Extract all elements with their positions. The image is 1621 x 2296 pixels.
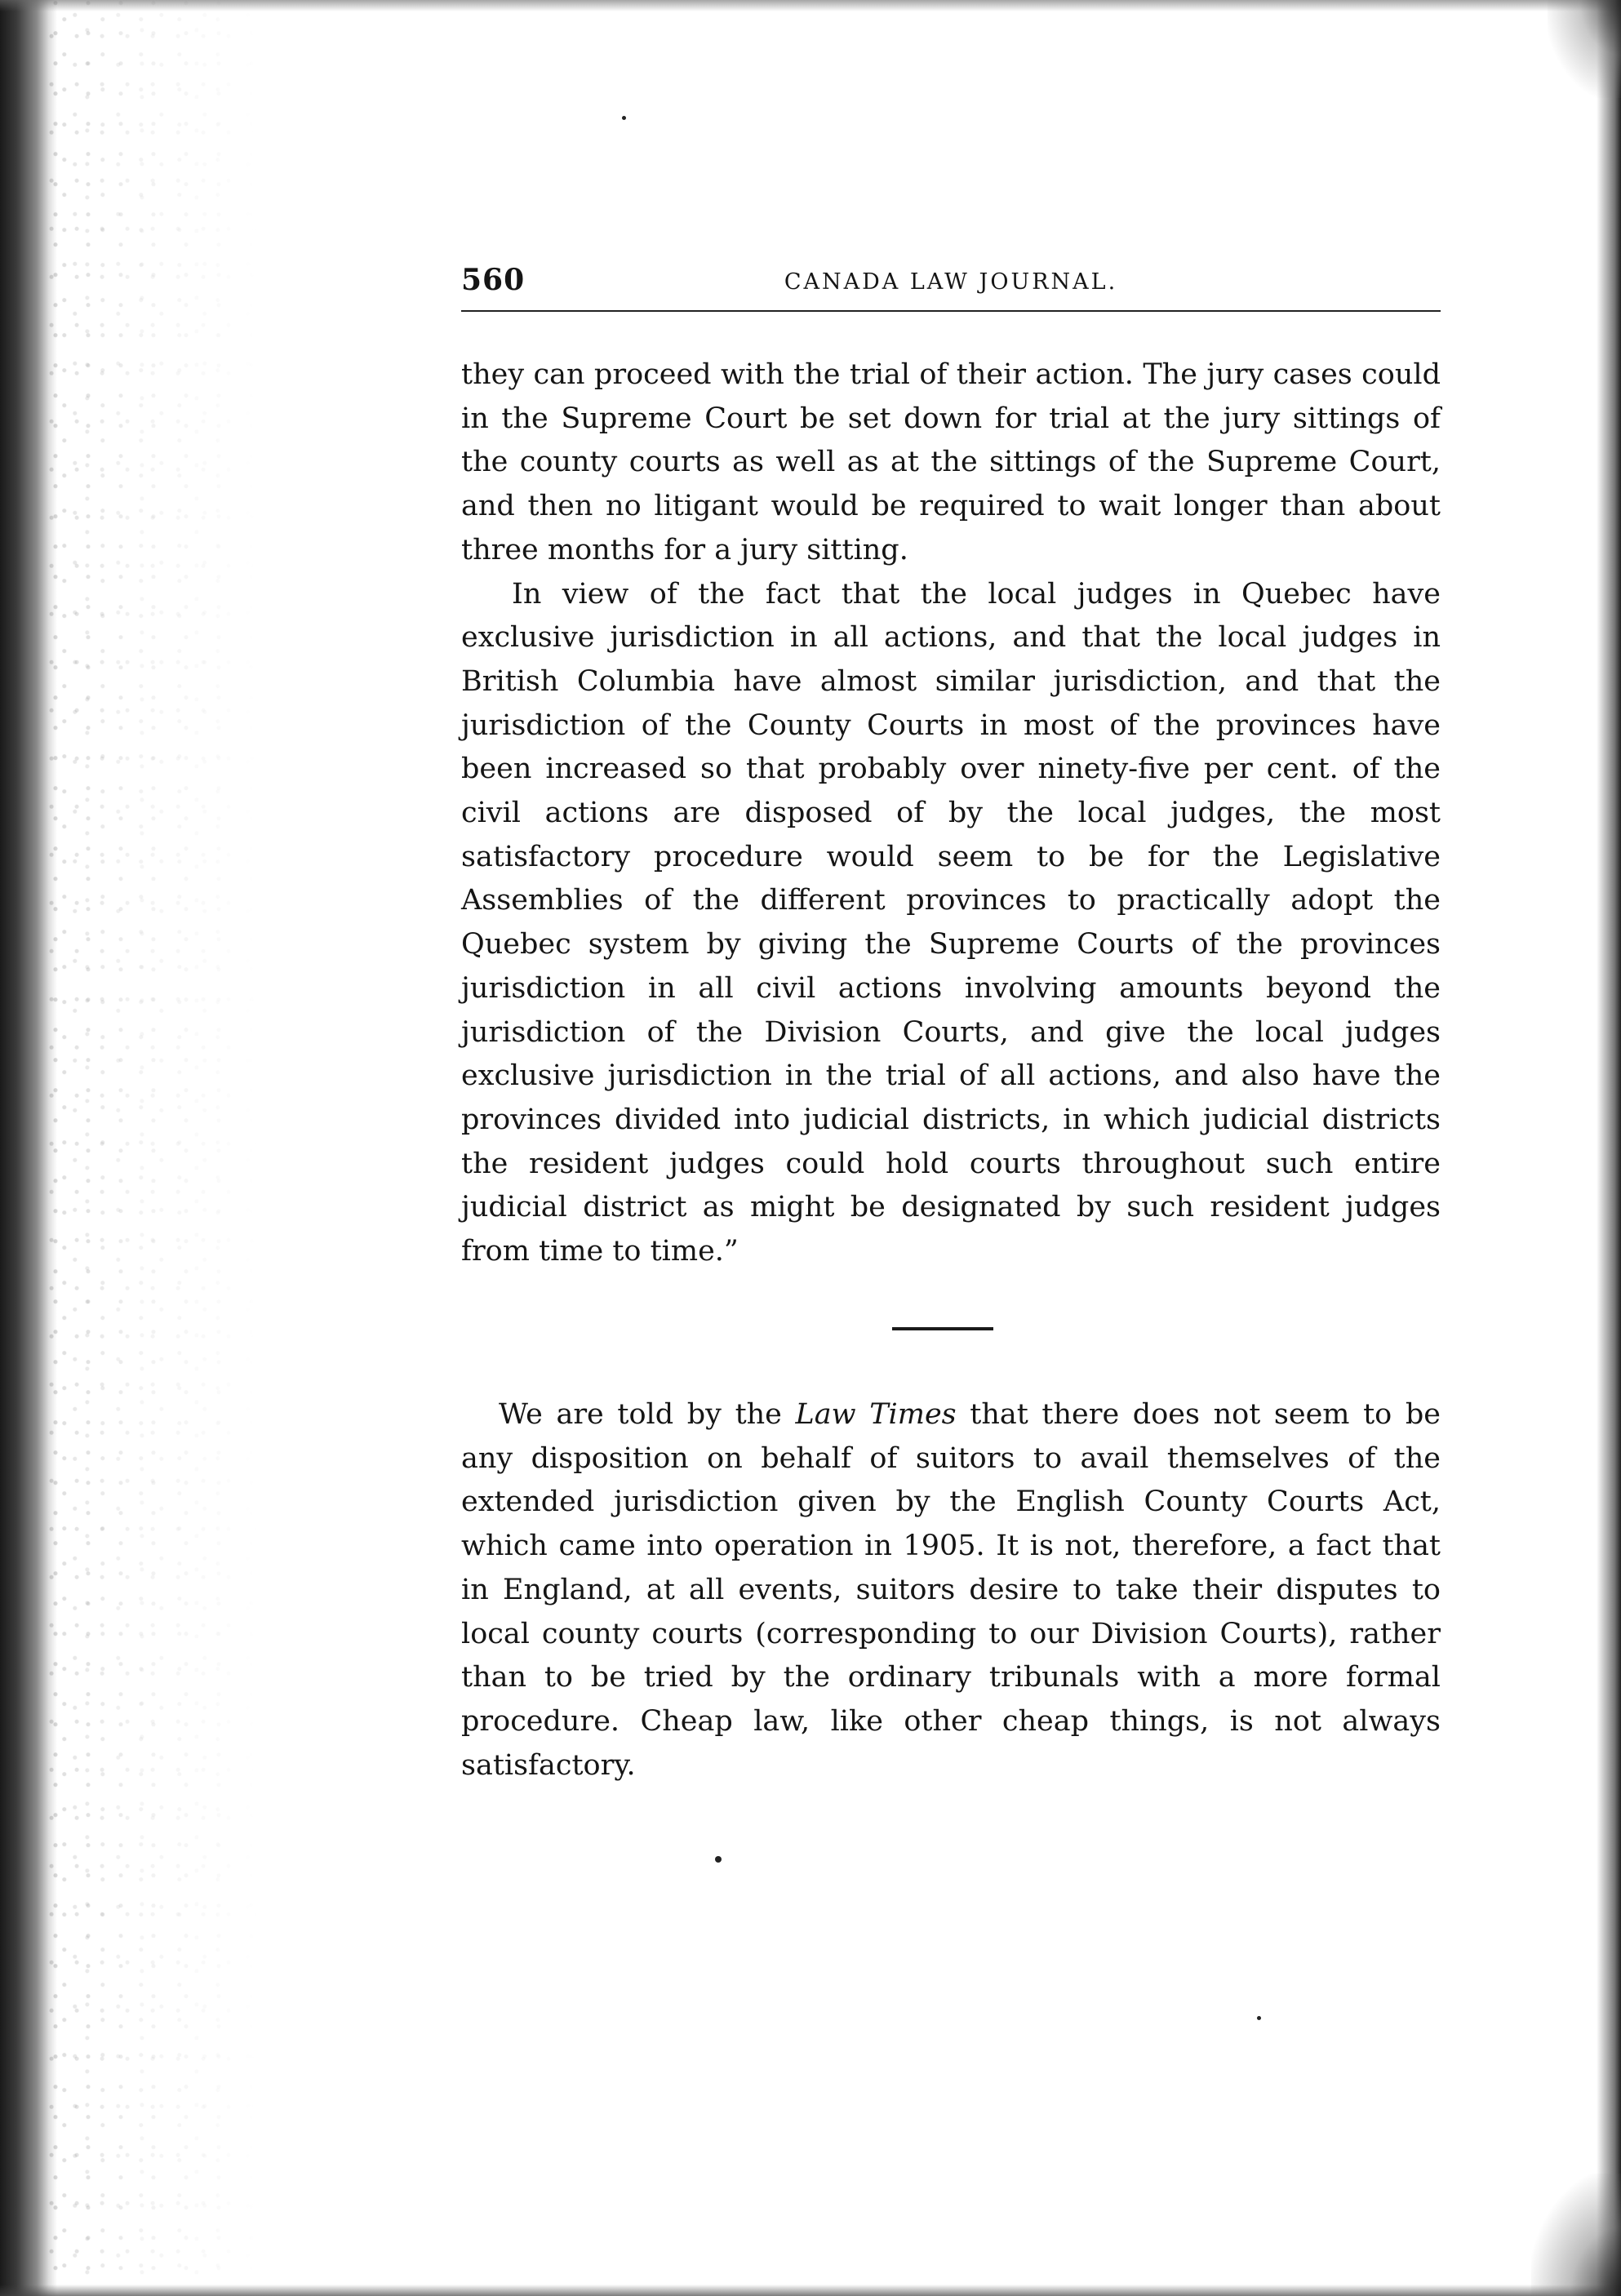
page-number: 560 — [461, 263, 526, 297]
print-speck — [1257, 2016, 1261, 2020]
continuation-paragraph: they can proceed with the trial of their action. The jury cases could in the Supreme Court be set down for trial at the jury sittings of the county courts as well as at the sittings of the Supreme Court, and then no litigant would be required to wait longer than about three months for a jury sitting. — [461, 358, 1441, 566]
header-rule — [461, 310, 1441, 312]
binding-speckle — [49, 0, 261, 2296]
note-paragraph — [461, 1393, 1441, 1788]
note-text-lead: We are told by the — [499, 1398, 796, 1431]
quoted-paragraph: In view of the fact that the local judges in Quebec have exclusive jurisdiction in all actions, and that the local judges in British Columbia have almost similar jurisdiction, and that the jurisdiction of the County Courts in most of the provinces have been increased so that probably over ninety-five per cent. of the civil actions are disposed of by the local judges, the most satisfactory procedure would seem to be for the Legislative Assemblies of the different provinces to practically adopt the Quebec system by giving the Supreme Courts of the provinces jurisdiction in all civil actions involving amounts beyond the jurisdiction of the Division Courts, and give the local judges exclusive jurisdiction in the trial of all actions, and also have the provinces divided into judicial districts, in which judicial districts the resident judges could hold courts throughout such entire judicial district as might be designated by such resident judges from time to time.” — [461, 577, 1441, 1268]
right-edge-shadow — [1597, 0, 1621, 2296]
running-head — [461, 263, 1441, 304]
corner-shadow-top-right — [1548, 0, 1621, 98]
journal-title: CANADA LAW JOURNAL. — [784, 269, 1118, 295]
corner-shadow-bottom-right — [1531, 2174, 1621, 2296]
editorial-note — [461, 1393, 1441, 1788]
note-text-rest: that there does not seem to be any disposition on behalf of suitors to avail themselves of the extended jurisdiction given by the English County Courts Act, which came into operation in 1905. It is not, therefore, a fact that in England, at all events, suitors desire to take their disputes to local county courts (corresponding to our Division Courts), rather than to be tried by the ordinary tribunals with a more formal procedure. Cheap law, like other cheap things, is not always satisfactory. — [461, 1398, 1441, 1782]
journal-page — [461, 0, 1441, 2296]
print-speck — [622, 116, 626, 120]
print-speck — [715, 1856, 722, 1863]
section-divider — [892, 1327, 993, 1330]
law-times-title: Law Times — [795, 1398, 957, 1431]
article-body — [461, 353, 1441, 1274]
